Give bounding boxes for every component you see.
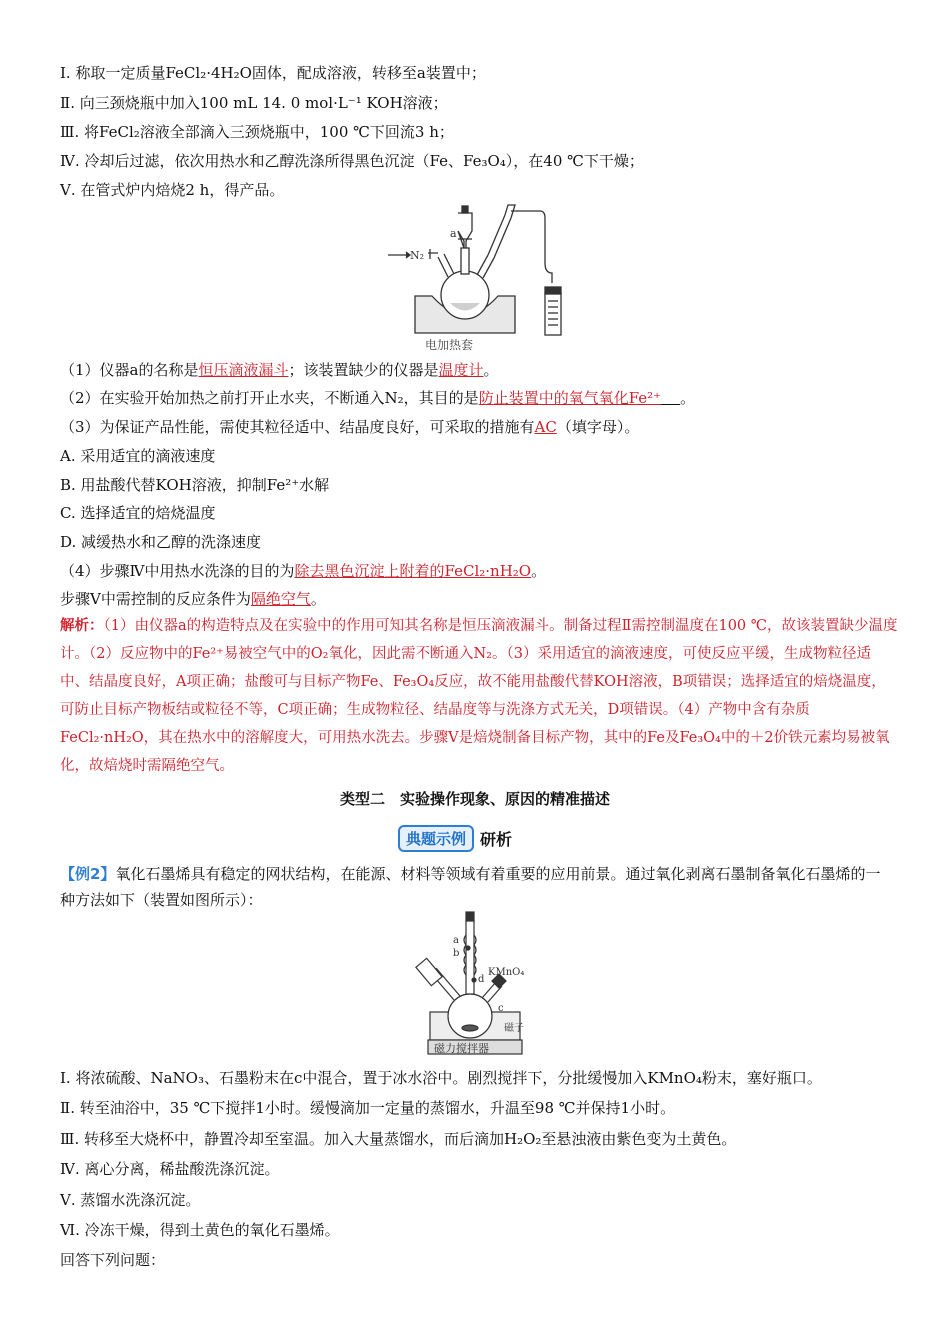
question-3: （3）为保证产品性能，需使其粒径适中、结晶度良好，可采取的措施有AC（填字母）。 — [60, 418, 640, 436]
question-2: （2）在实验开始加热之前打开止水夹，不断通入N₂，其目的是防止装置中的氧气氧化Fe²⁺ 。 — [60, 389, 696, 407]
answer-4: 除去黑色沉淀上附着的FeCl₂·nH₂O — [294, 562, 532, 580]
step2-5: Ⅴ. 蒸馏水洗涤沉淀。 — [60, 1191, 201, 1209]
label-d: d — [478, 974, 485, 985]
analysis-block — [60, 612, 898, 780]
answer-1a: 恒压滴液漏斗 — [198, 361, 289, 379]
answer-2: 防止装置中的氧气氧化Fe²⁺ — [478, 389, 662, 407]
badge-sub: 研析 — [480, 829, 513, 849]
reflux-apparatus-figure — [380, 203, 580, 353]
step2-4: Ⅳ. 离心分离，稀盐酸洗涤沉淀。 — [60, 1160, 280, 1178]
example-2 — [60, 861, 890, 913]
label-a: a — [450, 227, 457, 240]
option-c: C. 选择适宜的焙烧温度 — [60, 504, 216, 522]
step2-3: Ⅲ. 转移至大烧杯中，静置冷却至室温。加入大量蒸馏水，而后滴加H₂O₂至悬浊液由紫色变为土黄色。 — [60, 1130, 737, 1148]
section-title: 类型二 实验操作现象、原因的精准描述 — [339, 790, 610, 808]
step2-1: Ⅰ. 将浓硫酸、NaNO₃、石墨粉末在c中混合，置于冰水浴中。剧烈搅拌下，分批缓慢加入KMnO₄粉末，塞好瓶口。 — [60, 1069, 822, 1087]
label-b: b — [453, 948, 460, 959]
label-cizi: 磁子 — [504, 1023, 524, 1034]
figure1-caption: 电加热套 — [425, 338, 474, 352]
figure2-caption: 磁力搅拌器 — [434, 1042, 489, 1055]
label-n2: N₂ — [410, 249, 425, 262]
step-3: Ⅲ. 将FeCl₂溶液全部滴入三颈烧瓶中，100 ℃下回流3 h； — [60, 123, 454, 141]
question-1: （1）仪器a的名称是恒压滴液漏斗；该装置缺少的仪器是温度计。 — [60, 361, 499, 379]
step-5: Ⅴ. 在管式炉内焙烧2 h，得产品。 — [60, 181, 285, 199]
option-d: D. 减缓热水和乙醇的洗涤速度 — [60, 533, 262, 551]
step2-6: Ⅵ. 冷冻干燥，得到土黄色的氧化石墨烯。 — [60, 1221, 340, 1239]
answer-1b: 温度计 — [438, 361, 484, 379]
label-a: a — [453, 935, 459, 946]
answer-prompt: 回答下列问题： — [60, 1251, 166, 1269]
step-4: Ⅳ. 冷却后过滤，依次用热水和乙醇洗涤所得黑色沉淀（Fe、Fe₃O₄），在40 ℃下干燥； — [60, 152, 644, 170]
step-1: Ⅰ. 称取一定质量FeCl₂·4H₂O固体，配成溶液，转移至a装置中； — [60, 64, 486, 82]
analysis-label: 解析： — [60, 617, 104, 634]
label-kmno4: KMnO₄ — [488, 967, 525, 978]
label-c: c — [498, 1003, 504, 1014]
step2-2: Ⅱ. 转至油浴中，35 ℃下搅拌1小时。缓慢滴加一定量的蒸馏水，升温至98 ℃并保持1小时。 — [60, 1099, 676, 1117]
example-tag: 【例2】 — [60, 865, 116, 883]
question-4: （4）步骤Ⅳ中用热水洗涤的目的为除去黑色沉淀上附着的FeCl₂·nH₂O。 — [60, 562, 547, 580]
option-a: A. 采用适宜的滴液速度 — [60, 447, 216, 465]
question-5: 步骤Ⅴ中需控制的反应条件为隔绝空气。 — [60, 590, 326, 608]
example-badge — [398, 825, 512, 851]
example-text: 氧化石墨烯具有稳定的网状结构，在能源、材料等领域有着重要的应用前景。通过氧化剥离石墨制备氧化石墨烯的一种方法如下（装置如图所示）： — [60, 865, 881, 909]
answer-5: 隔绝空气 — [250, 590, 311, 608]
answer-3: AC — [534, 418, 557, 436]
badge-main: 典题示例 — [398, 825, 474, 852]
analysis-body: （1）由仪器a的构造特点及在实验中的作用可知其名称是恒压滴液漏斗。制备过程Ⅱ需控制温度在100 ℃，故该装置缺少温度计。（2）反应物中的Fe²⁺易被空气中的O₂氧化，因此需不断通入N₂。（3）采用适宜的滴液速度，可使反应平缓，生成物粒径适中、结晶度良好，A项正确；盐酸可与目标产物Fe、Fe₃O₄反应，故不能用盐酸代替KOH溶液，B项错误；选择适宜的焙烧温度，可防止目标产物板结或粒径不等，C项正确；生成物粒径、结晶度等与洗涤方式无关，D项错误。（4）产物中含有杂质FeCl₂·nH₂O，其在热水中的溶解度大，可用热水洗去。步骤Ⅴ是焙烧制备目标产物，其中的Fe及Fe₃O₄中的＋2价铁元素均易被氧化，故焙烧时需隔绝空气。 — [60, 618, 898, 774]
step-2: Ⅱ. 向三颈烧瓶中加入100 mL 14. 0 mol·L⁻¹ KOH溶液； — [60, 94, 448, 112]
stirring-apparatus-figure — [408, 910, 558, 1058]
option-b: B. 用盐酸代替KOH溶液，抑制Fe²⁺水解 — [60, 476, 330, 494]
